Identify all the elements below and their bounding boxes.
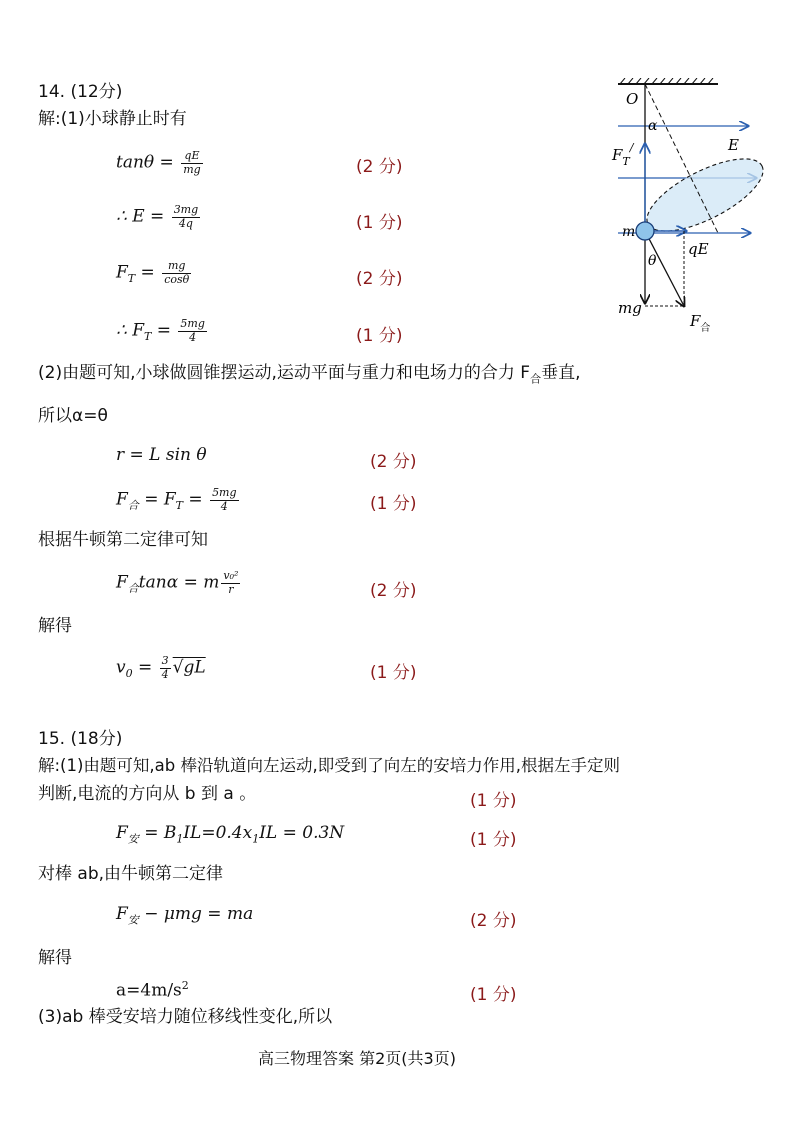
label-alpha: α bbox=[648, 118, 658, 134]
q14-eq1 bbox=[116, 150, 205, 176]
q14-eq4: ∴ $F_T$ = $\frac{5mg}{4}$ bbox=[116, 317, 205, 344]
page-footer: 高三物理答案 第2页(共3页) bbox=[258, 1049, 456, 1068]
q14-heading: 14. (12分) bbox=[38, 82, 123, 102]
label-resultant: $F_合$ bbox=[690, 312, 711, 334]
q14-intro: 解:(1)小球静止时有 bbox=[38, 109, 187, 129]
q14-so: 所以α=θ bbox=[38, 406, 108, 426]
fraction: $\frac{3}{4}$ bbox=[161, 654, 169, 681]
q15-line2-points: (1 分) bbox=[470, 791, 517, 811]
q14-eq4-points: (1 分) bbox=[356, 326, 403, 346]
q14-eq8: $v_0$ = $\frac{3}{4}$ √gL bbox=[116, 654, 206, 681]
label-O: O bbox=[626, 90, 639, 108]
ceiling-support bbox=[618, 78, 718, 84]
fraction: $\frac{mg}{\cos\theta}$ bbox=[164, 259, 190, 286]
q15-eq2-points: (2 分) bbox=[470, 911, 517, 931]
fraction: $\frac{\text{v₀²}}{r}$ bbox=[223, 569, 239, 596]
q15-line2: 判断,电流的方向从 b 到 a 。 bbox=[38, 784, 257, 804]
fraction: $\frac{3mg}{4q}$ bbox=[173, 203, 199, 230]
q15-bar: 对棒 ab,由牛顿第二定律 bbox=[38, 864, 224, 884]
fraction: $\frac{5mg}{4}$ bbox=[180, 317, 205, 344]
q14-eq5-points: (2 分) bbox=[370, 452, 417, 472]
q14-eq7-points: (2 分) bbox=[370, 581, 417, 601]
eq-lhs: tanθ = bbox=[116, 152, 180, 173]
q15-heading: 15. (18分) bbox=[38, 729, 123, 749]
q14-eq6: $F_合 = F_T$ = $\frac{5mg}{4}$ bbox=[116, 486, 237, 513]
q15-solve: 解得 bbox=[38, 948, 72, 968]
q15-eq1-points: (1 分) bbox=[470, 830, 517, 850]
q14-eq8-points: (1 分) bbox=[370, 663, 417, 683]
q14-eq2-points: (1 分) bbox=[356, 213, 403, 233]
q15-eq1: $F_安 = B_1IL=0.4x_1IL = 0.3N$ bbox=[116, 823, 345, 846]
q15-line1: 解:(1)由题可知,ab 棒沿轨道向左运动,即受到了向左的安培力作用,根据左手定则 bbox=[38, 756, 620, 775]
q14-eq7: $F_合\tan\alpha = m$ $\frac{\text{v₀²}}{r}$ bbox=[116, 569, 239, 596]
q14-eq1-points: (2 分) bbox=[356, 157, 403, 177]
q14-eq3-points: (2 分) bbox=[356, 269, 403, 289]
label-tension: $F_T^/$ bbox=[612, 141, 634, 168]
q14-eq6-points: (1 分) bbox=[370, 494, 417, 514]
q14-eq3: $F_T$ = $\frac{mg}{\cos\theta}$ bbox=[116, 259, 190, 286]
ball bbox=[636, 222, 654, 240]
label-qE: qE bbox=[688, 240, 709, 258]
fraction: $\frac{5mg}{4}$ bbox=[212, 486, 237, 513]
q15-part3: (3)ab 棒受安培力随位移线性变化,所以 bbox=[38, 1007, 333, 1027]
q14-eq2: ∴ E = $\frac{3mg}{4q}$ bbox=[116, 203, 199, 230]
label-m: m bbox=[622, 224, 636, 240]
label-E: E bbox=[728, 136, 739, 154]
label-mg: mg bbox=[618, 299, 642, 317]
q14-eq5: r = L sin θ bbox=[116, 445, 207, 465]
q14-solve: 解得 bbox=[38, 616, 72, 636]
q15-eq3-points: (1 分) bbox=[470, 985, 517, 1005]
label-theta: θ bbox=[648, 253, 657, 269]
conical-pendulum-diagram bbox=[600, 78, 780, 338]
fraction: $\frac{qE}{mg}$ bbox=[183, 149, 201, 176]
q14-newton: 根据牛顿第二定律可知 bbox=[38, 530, 208, 550]
q15-eq2: $F_安 - \mu mg$ = ma bbox=[116, 904, 254, 927]
q15-eq3: $a=4m/s^2$ bbox=[116, 979, 189, 1001]
q14-part2: (2)由题可知,小球做圆锥摆运动,运动平面与重力和电场力的合力 $F_合$垂直, bbox=[38, 363, 581, 386]
